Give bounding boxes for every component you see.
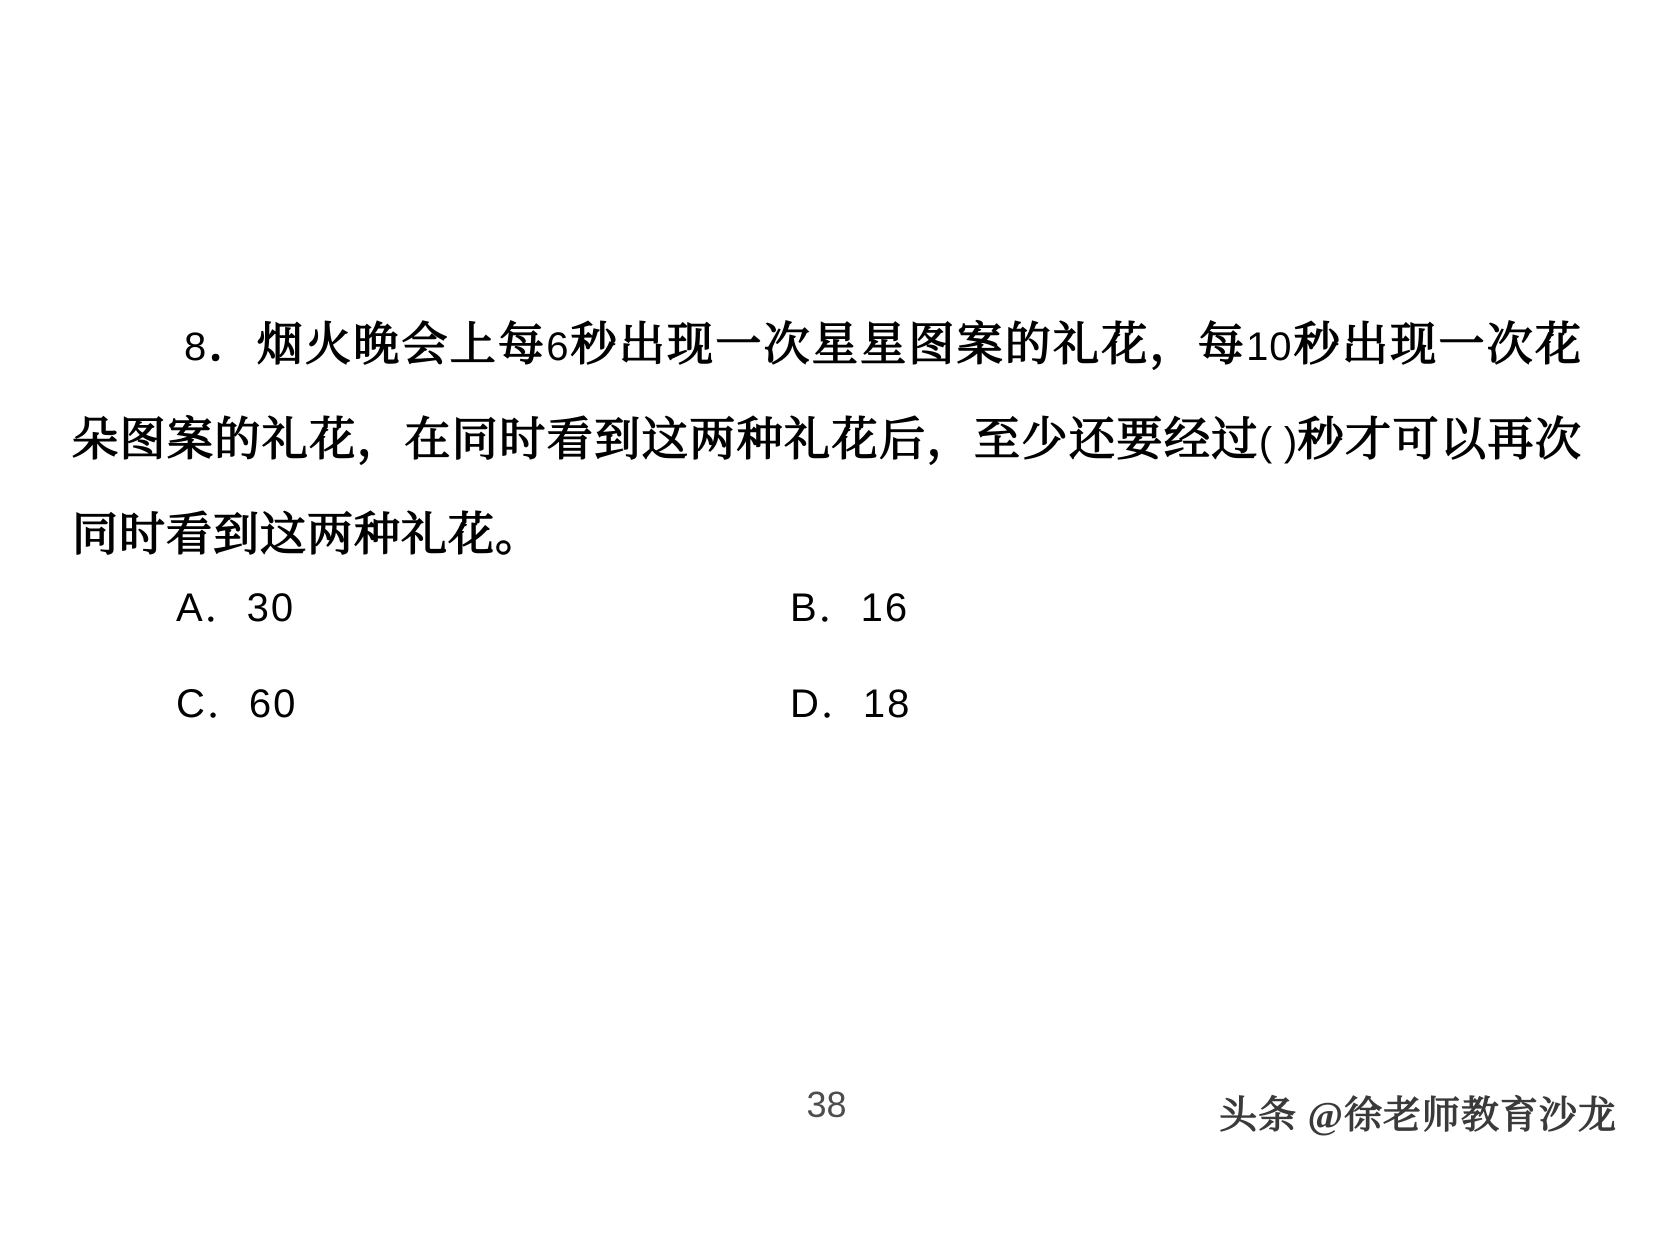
options-row-2 [176, 652, 1376, 748]
question-part-1: 烟火晚会上每 [256, 318, 547, 370]
question-value-1: 6 [546, 325, 570, 369]
option-b[interactable]: B．16 [790, 585, 910, 630]
question-number: 8 [184, 325, 208, 369]
answer-blank: ( ) [1258, 420, 1298, 464]
option-c[interactable]: C．60 [176, 681, 298, 726]
options-row-1 [176, 556, 1376, 652]
options-list [176, 556, 1376, 748]
question-part-3: 秒出现一次花朵图案的礼花，在同时看到这两种礼花后，至少还要经过 [72, 318, 1583, 465]
watermark: 头条 @徐老师教育沙龙 [1219, 1095, 1617, 1137]
option-d[interactable]: D．18 [790, 681, 912, 726]
question-number-separator: ． [207, 318, 257, 370]
page-number: 38 [806, 1084, 847, 1125]
option-a[interactable]: A．30 [176, 585, 296, 630]
question-part-2: 秒出现一次星星图案的礼花，每 [569, 318, 1247, 370]
question-value-2: 10 [1246, 325, 1293, 369]
question-paragraph [72, 298, 1582, 580]
question-part-4: 秒才可以再次同时看到这两种礼花。 [72, 413, 1582, 560]
